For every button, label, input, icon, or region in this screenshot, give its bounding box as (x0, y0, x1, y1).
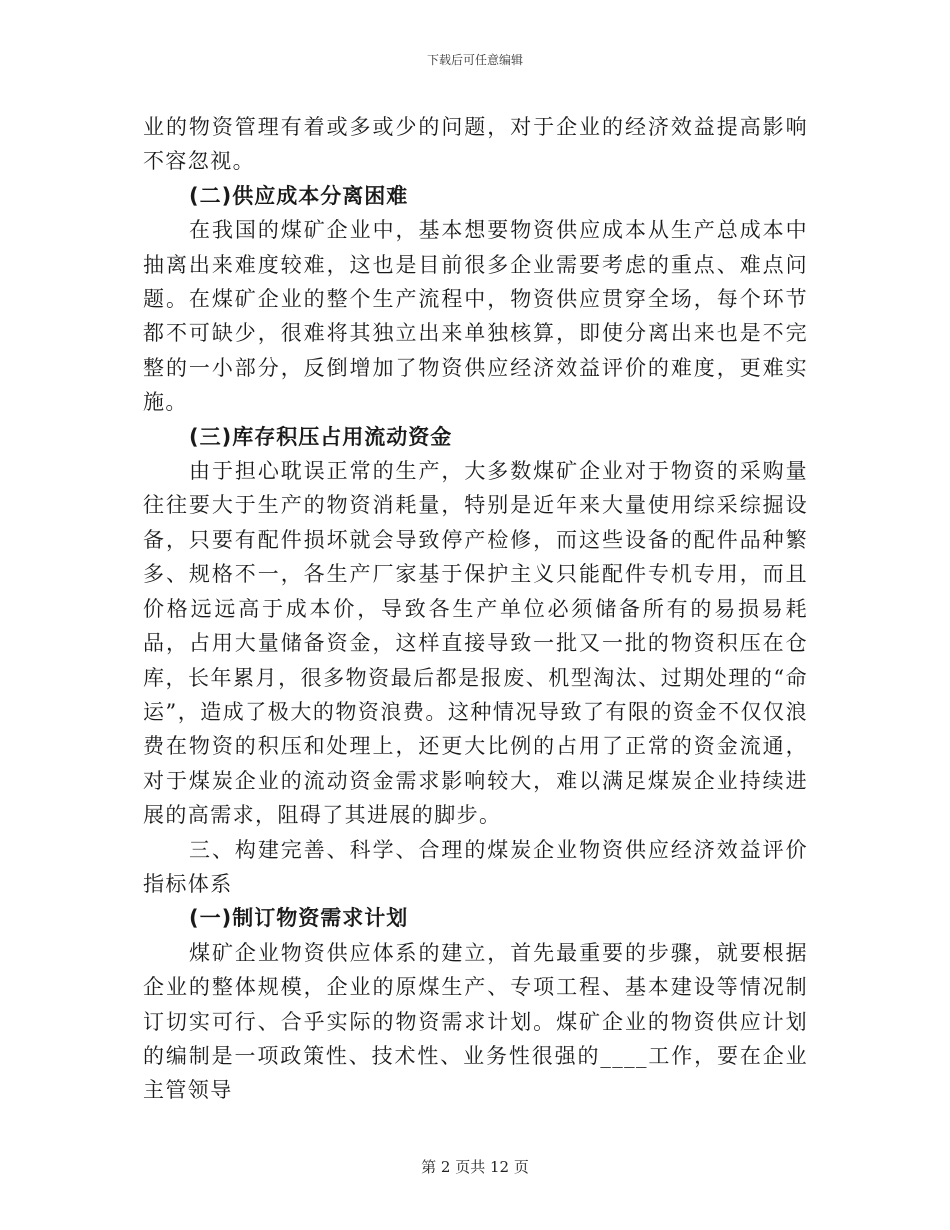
page-header: 下载后可任意编辑 (426, 53, 523, 67)
section-heading-2: (二)供应成本分离困难 (189, 183, 409, 208)
document-body (143, 110, 808, 1108)
page-footer: 第 2 页共 12 页 (421, 1158, 529, 1176)
paragraph-cost-separation: 在我国的煤矿企业中，基本想要物资供应成本从生产总成本中抽离出来难度较难，这也是目前很多企业需要考虑的重点、难点问题。在煤矿企业的整个生产流程中，物资供应贯穿全场，每个环节都不可缺少，很难将其独立出来单独核算，即使分离出来也是不完整的一小部分，反倒增加了物资供应经济效益评价的难度，更难实施。 (143, 218, 808, 415)
paragraph-demand-plan: 煤矿企业物资供应体系的建立，首先最重要的步骤，就要根据企业的整体规模，企业的原煤生产、专项工程、基本建设等情况制订切实可行、合乎实际的物资需求计划。煤矿企业的物资供应计划的编制是一项政策性、技术性、业务性很强的____工作，要在企业主管领导 (143, 940, 808, 1103)
section-heading-1: (一)制订物资需求计划 (189, 906, 409, 931)
paragraph-continuation: 业的物资管理有着或多或少的问题，对于企业的经济效益提高影响不容忽视。 (143, 115, 808, 174)
chapter-heading-3: 三、构建完善、科学、合理的煤炭企业物资供应经济效益评价指标体系 (143, 837, 808, 896)
paragraph-inventory: 由于担心耽误正常的生产，大多数煤矿企业对于物资的采购量往往要大于生产的物资消耗量，特别是近年来大量使用综采综掘设备，只要有配件损坏就会导致停产检修，而这些设备的配件品种繁多、规格不一，各生产厂家基于保护主义只能配件专机专用，而且价格远远高于成本价，导致各生产单位必须储备所有的易损易耗品，占用大量储备资金，这样直接导致一批又一批的物资积压在仓库，长年累月，很多物资最后都是报废、机型淘汰、过期处理的“命运”，造成了极大的物资浪费。这种情况导致了有限的资金不仅仅浪费在物资的积压和处理上，还更大比例的占用了正常的资金流通，对于煤炭企业的流动资金需求影响较大，难以满足煤炭企业持续进展的高需求，阻碍了其进展的脚步。 (143, 459, 808, 828)
section-heading-3: (三)库存积压占用流动资金 (189, 424, 453, 449)
